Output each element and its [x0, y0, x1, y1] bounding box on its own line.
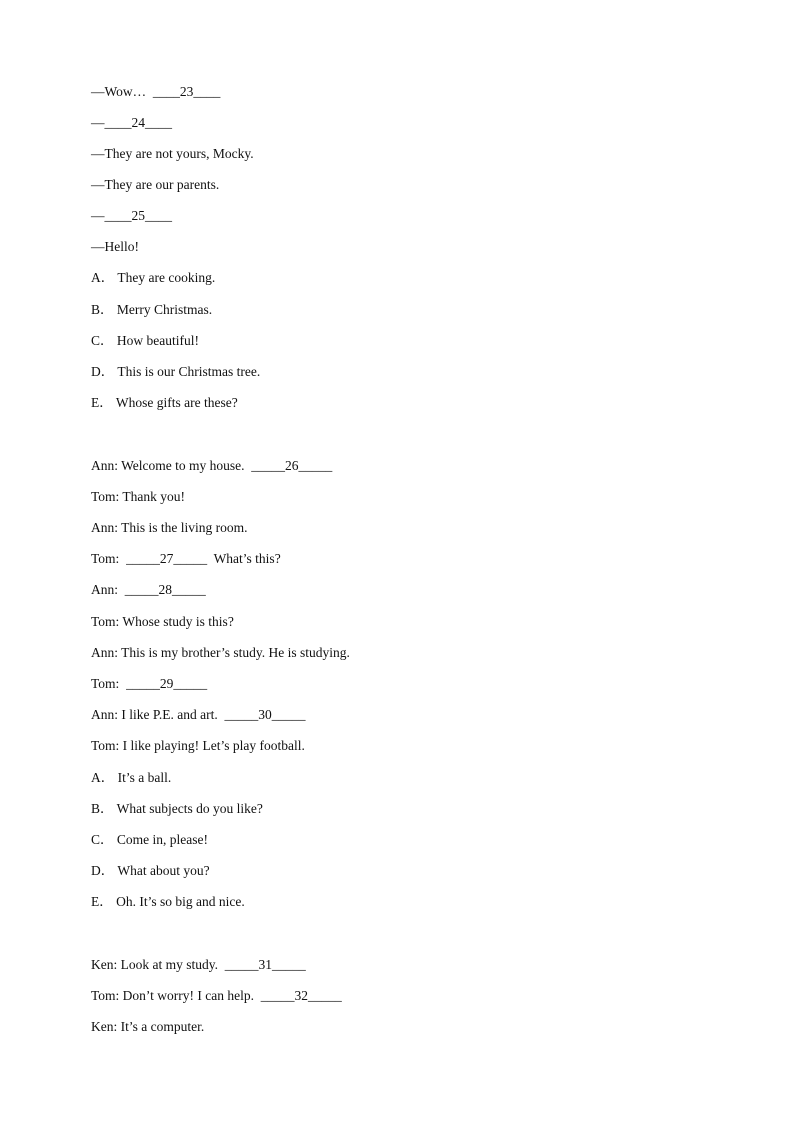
- option-b: B． Merry Christmas.: [91, 302, 213, 317]
- dialogue-line: Ann: Welcome to my house. _____26_____: [91, 458, 333, 473]
- dialogue-line: —They are our parents.: [91, 177, 220, 192]
- option-a: A． They are cooking.: [91, 270, 216, 285]
- dialogue-line: Tom: Whose study is this?: [91, 614, 234, 629]
- dialogue-line: Ann: I like P.E. and art. _____30_____: [91, 707, 306, 722]
- answer-blank: _____29_____: [126, 676, 208, 691]
- option-c: C． How beautiful!: [91, 333, 199, 348]
- answer-blank: _____27_____: [126, 551, 208, 566]
- answer-blank: _____28_____: [124, 582, 206, 597]
- dialogue-line: —Wow… ____23____: [91, 84, 221, 99]
- answer-blank: _____30_____: [224, 707, 306, 722]
- option-b: B． What subjects do you like?: [91, 801, 263, 816]
- answer-blank: ____23____: [152, 84, 221, 99]
- dialogue-line: Ken: It’s a computer.: [91, 1019, 205, 1034]
- dialogue-line: Tom: I like playing! Let’s play football.: [91, 738, 305, 753]
- dialogue-line: Ken: Look at my study. _____31_____: [91, 957, 306, 972]
- dialogue-line: Ann: _____28_____: [91, 582, 206, 597]
- dialogue-line: Tom: Thank you!: [91, 489, 186, 504]
- dialogue-line: Ann: This is my brother’s study. He is studying.: [91, 645, 350, 660]
- answer-blank: ____24____: [104, 115, 172, 130]
- option-d: D． What about you?: [91, 863, 210, 878]
- answer-blank: _____31_____: [224, 957, 306, 972]
- answer-blank: _____26_____: [251, 458, 333, 473]
- option-e: E． Whose gifts are these?: [91, 395, 238, 410]
- dialogue-line: Tom: _____27_____ What’s this?: [91, 551, 281, 566]
- dialogue-line: Tom: _____29_____: [91, 676, 208, 691]
- dialogue-line: Ann: This is the living room.: [91, 520, 248, 535]
- dialogue-line: Tom: Don’t worry! I can help. _____32_____: [91, 988, 342, 1003]
- option-d: D． This is our Christmas tree.: [91, 364, 261, 379]
- dialogue-line: —Hello!: [91, 239, 139, 254]
- dialogue-line: —____25____: [91, 208, 172, 223]
- dialogue-line: —____24____: [91, 115, 172, 130]
- dialogue-line: —They are not yours, Mocky.: [91, 146, 254, 161]
- option-a: A． It’s a ball.: [91, 770, 172, 785]
- option-e: E． Oh. It’s so big and nice.: [91, 894, 245, 909]
- option-c: C． Come in, please!: [91, 832, 208, 847]
- answer-blank: _____32_____: [260, 988, 342, 1003]
- answer-blank: ____25____: [104, 208, 172, 223]
